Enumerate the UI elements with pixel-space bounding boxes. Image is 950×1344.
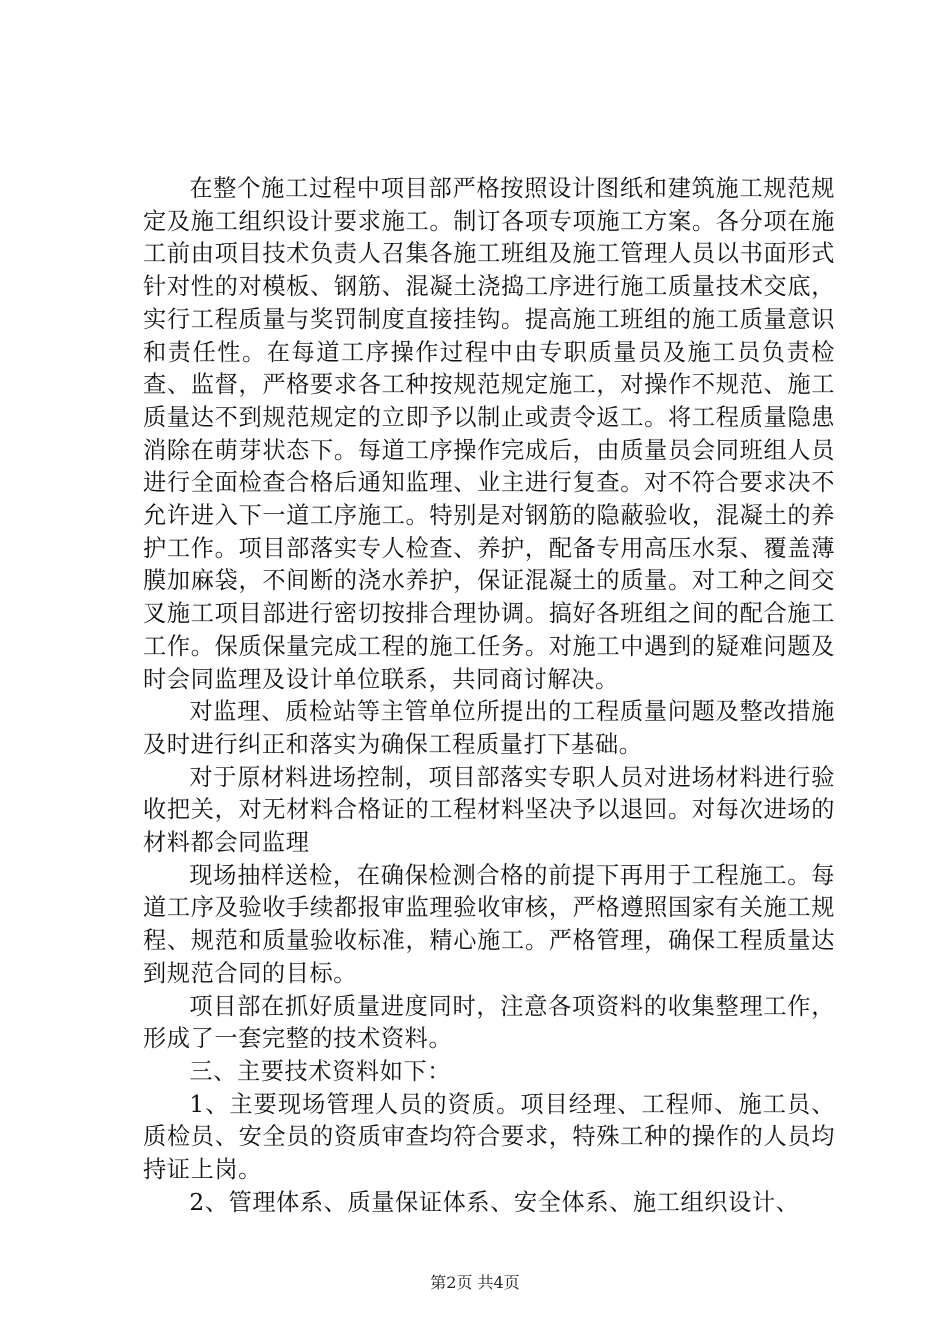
- page-number-footer: 第2页 共4页: [430, 1273, 520, 1292]
- paragraph-material-control: 对于原材料进场控制，项目部落实专职人员对进场材料进行验收把关，对无材料合格证的工程材料坚决予以退回。对每次进场的材料都会同监理: [143, 763, 835, 857]
- list-item-2: 2、管理体系、质量保证体系、安全体系、施工组织设计、: [189, 1188, 800, 1216]
- paragraph-construction-process: 在整个施工过程中项目部严格按照设计图纸和建筑施工规范规定及施工组织设计要求施工。制订各项专项施工方案。各分项在施工前由项目技术负责人召集各施工班组及施工管理人员以书面形式针对性的对模板、钢筋、混凝土浇捣工序进行施工质量技术交底，实行工程质量与奖罚制度直接挂钩。提高施工班组的施工质量意识和责任性。在每道工序操作过程中由专职质量员及施工员负责检查、监督，严格要求各工种按规范规定施工，对操作不规范、施工质量达不到规范规定的立即予以制止或责令返工。将工程质量隐患消除在萌芽状态下。每道工序操作完成后，由质量员会同班组人员进行全面检查合格后通知监理、业主进行复查。对不符合要求决不允许进入下一道工序施工。特别是对钢筋的隐蔽验收，混凝土的养护工作。项目部落实专人检查、养护，配备专用高压水泵、覆盖薄膜加麻袋，不间断的浇水养护，保证混凝土的质量。对工种之间交叉施工项目部进行密切按排合理协调。搞好各班组之间的配合施工工作。保质保量完成工程的施工任务。对施工中遇到的疑难问题及时会同监理及设计单位联系，共同商讨解决。: [143, 175, 835, 693]
- section-heading-technical-data: 三、主要技术资料如下：: [189, 1057, 452, 1085]
- paragraph-documentation: 项目部在抓好质量进度同时，注意各项资料的收集整理工作，形成了一套完整的技术资料。: [143, 992, 835, 1053]
- paragraph-sampling-inspection: 现场抽样送检，在确保检测合格的前提下再用于工程施工。每道工序及验收手续都报审监理验收审核，严格遵照国家有关施工规程、规范和质量验收标准，精心施工。严格管理，确保工程质量达到规范合同的目标。: [143, 861, 835, 987]
- list-item-1: 1、主要现场管理人员的资质。项目经理、工程师、施工员、质检员、安全员的资质审查均符合要求，特殊工种的操作的人员均持证上岗。: [143, 1090, 835, 1184]
- paragraph-supervision-feedback: 对监理、质检站等主管单位所提出的工程质量问题及整改措施及时进行纠正和落实为确保工程质量打下基础。: [143, 698, 835, 758]
- document-body: [143, 173, 835, 1220]
